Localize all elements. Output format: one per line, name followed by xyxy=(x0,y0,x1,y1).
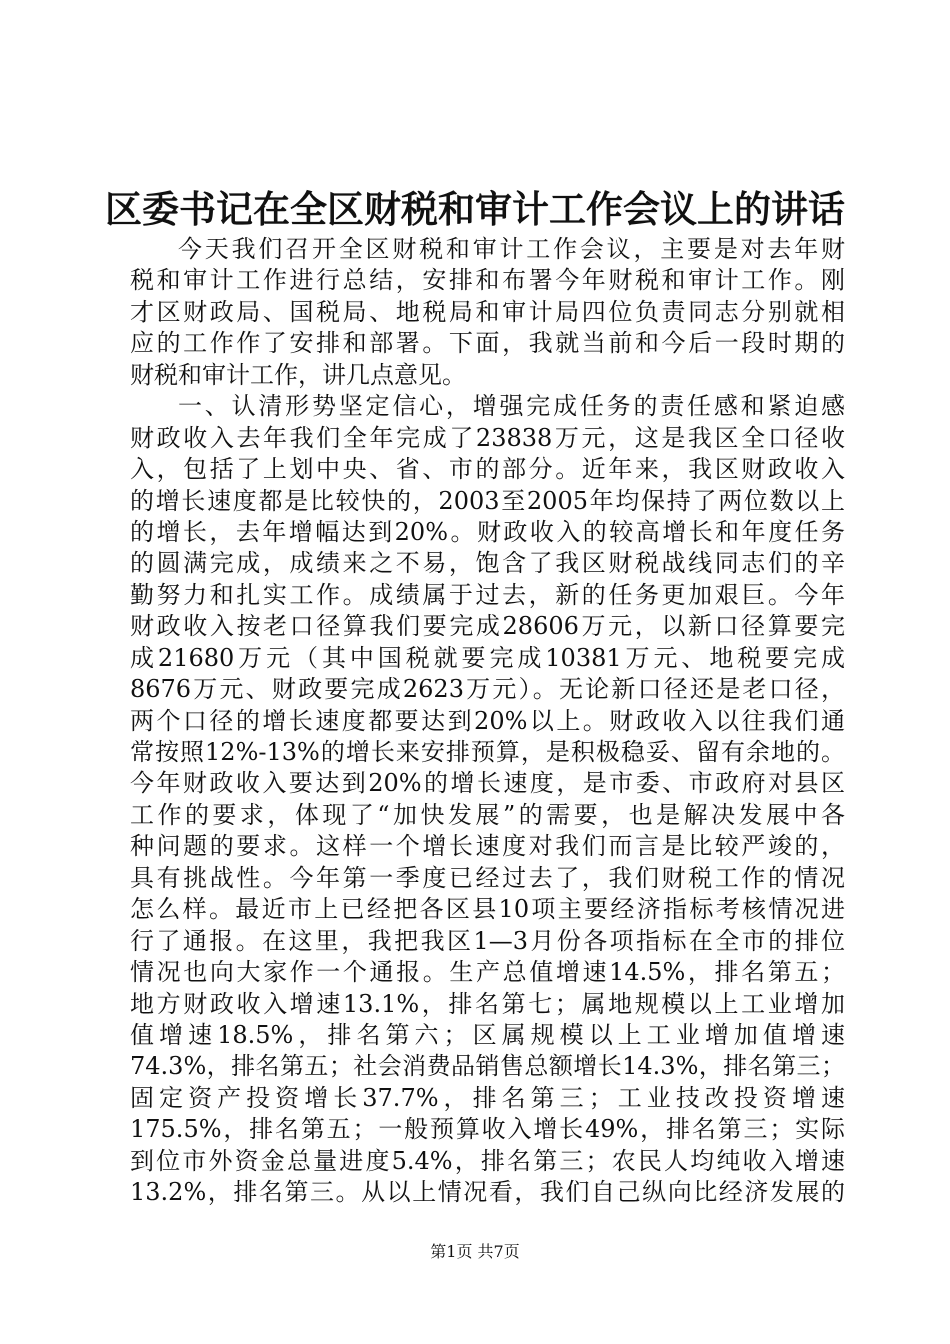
text-line: 应的工作作了安排和部署。下面，我就当前和今后一段时期的 xyxy=(130,329,845,358)
text-line: 两个口径的增长速度都要达到20%以上。财政收入以往我们通 xyxy=(130,706,845,735)
text-line: 财政收入去年我们全年完成了23838万元，这是我区全口径收 xyxy=(130,423,845,452)
text-line: 的增长速度都是比较快的，2003至2005年均保持了两位数以上 xyxy=(130,486,845,515)
text-line: 常按照12%-13%的增长来安排预算，是积极稳妥、留有余地的。 xyxy=(130,738,845,766)
document-body xyxy=(130,234,845,1209)
section-heading: 一、认清形势坚定信心，增强完成任务的责任感和紧迫感 xyxy=(178,392,845,421)
text-line: 税和审计工作进行总结，安排和布署今年财税和审计工作。刚 xyxy=(130,266,845,295)
text-line: 的增长，去年增幅达到20%。财政收入的较高增长和年度任务 xyxy=(130,517,845,546)
text-line: 13.2%，排名第三。从以上情况看，我们自己纵向比经济发展的 xyxy=(130,1178,845,1207)
text-line: 值增速18.5%，排名第六；区属规模以上工业增加值增速 xyxy=(130,1020,845,1049)
text-line: 具有挑战性。今年第一季度已经过去了，我们财税工作的情况 xyxy=(130,863,845,892)
text-line: 种问题的要求。这样一个增长速度对我们而言是比较严竣的， xyxy=(130,832,845,861)
text-line: 入，包括了上划中央、省、市的部分。近年来，我区财政收入 xyxy=(130,455,845,484)
text-line: 今天我们召开全区财税和审计工作会议，主要是对去年财 xyxy=(178,235,845,263)
text-line: 财税和审计工作，讲几点意见。 xyxy=(130,360,466,389)
text-line: 地方财政收入增速13.1%，排名第七；属地规模以上工业增加 xyxy=(130,989,845,1018)
text-line: 到位市外资金总量进度5.4%，排名第三；农民人均纯收入增速 xyxy=(130,1146,845,1175)
text-line: 情况也向大家作一个通报。生产总值增速14.5%，排名第五； xyxy=(130,958,845,987)
text-line: 工作的要求，体现了“加快发展”的需要，也是解决发展中各 xyxy=(130,800,845,829)
document-title: 区委书记在全区财税和审计工作会议上的讲话 xyxy=(105,187,845,231)
text-line: 8676万元、财政要完成2623万元）。无论新口径还是老口径， xyxy=(130,675,845,704)
text-line: 成21680万元（其中国税就要完成10381万元、地税要完成 xyxy=(130,643,845,672)
text-line: 勤努力和扎实工作。成绩属于过去，新的任务更加艰巨。今年 xyxy=(130,580,845,609)
text-line: 的圆满完成，成绩来之不易，饱含了我区财税战线同志们的辛 xyxy=(130,549,845,578)
text-line: 固定资产投资增长37.7%，排名第三；工业技改投资增速 xyxy=(130,1083,845,1112)
page-number-footer: 第1页 共7页 xyxy=(430,1242,520,1261)
text-line: 行了通报。在这里，我把我区1—3月份各项指标在全市的排位 xyxy=(130,926,845,955)
text-line: 今年财政收入要达到20%的增长速度，是市委、市政府对县区 xyxy=(130,769,845,798)
text-line: 财政收入按老口径算我们要完成28606万元，以新口径算要完 xyxy=(130,612,845,641)
text-line: 怎么样。最近市上已经把各区县10项主要经济指标考核情况进 xyxy=(130,895,845,924)
text-line: 才区财政局、国税局、地税局和审计局四位负责同志分别就相 xyxy=(130,297,845,326)
text-line: 74.3%，排名第五；社会消费品销售总额增长14.3%，排名第三； xyxy=(130,1052,845,1081)
text-line: 175.5%，排名第五；一般预算收入增长49%，排名第三；实际 xyxy=(130,1115,845,1144)
